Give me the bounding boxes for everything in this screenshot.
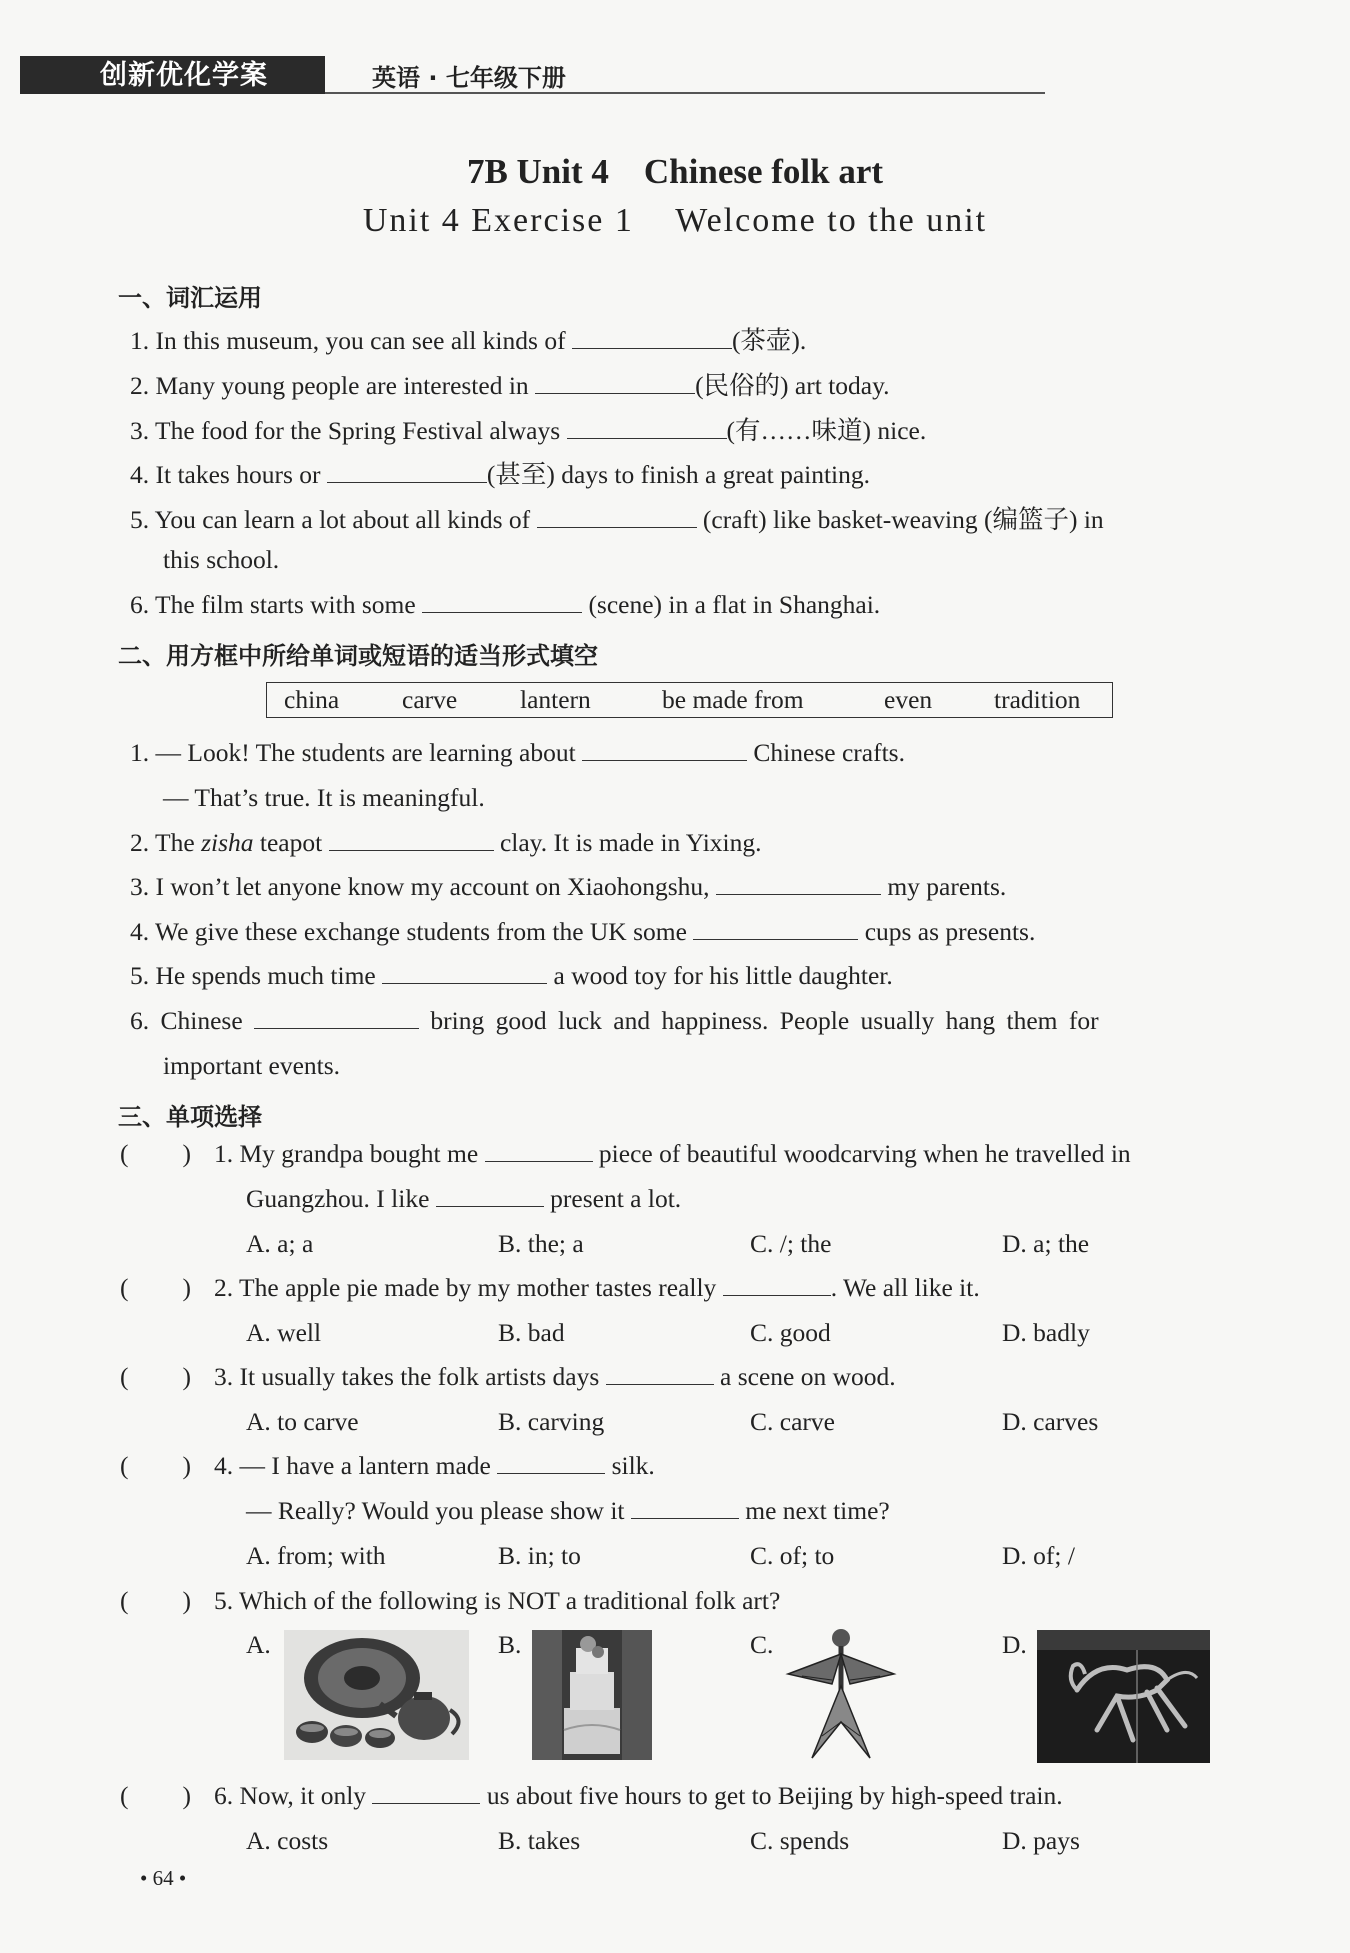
s1-blank-5[interactable]	[537, 505, 697, 528]
s2-item-6: 6. Chinese bring good luck and happiness. People usually hang them for	[130, 1006, 1099, 1035]
kite-image[interactable]	[782, 1626, 900, 1761]
page-title: 7B Unit 4 Chinese folk art	[466, 152, 884, 191]
s3-q1-option-d[interactable]: D. a; the	[1002, 1229, 1090, 1258]
s1-blank-4[interactable]	[327, 460, 487, 483]
s3-q3: 3. It usually takes the folk artists days a scene on wood.	[214, 1362, 896, 1391]
teaset-image[interactable]	[284, 1630, 469, 1760]
s2-item-5: 5. He spends much time a wood toy for his little daughter.	[130, 961, 893, 990]
section1-heading: 一、词汇运用	[118, 284, 262, 312]
s3-q5-option-a[interactable]: A.	[246, 1630, 271, 1659]
s3-q6-blank[interactable]	[372, 1781, 480, 1804]
s3-q2-blank[interactable]	[723, 1273, 831, 1296]
page-subtitle: Unit 4 Exercise 1 Welcome to the unit	[362, 202, 988, 239]
s2-item-4: 4. We give these exchange students from the UK some cups as presents.	[130, 917, 1036, 946]
s3-q3-option-d[interactable]: D. carves	[1002, 1407, 1099, 1436]
s3-q6-option-a[interactable]: A. costs	[246, 1826, 329, 1855]
word-tradition: tradition	[994, 685, 1081, 714]
s2-blank-3[interactable]	[716, 872, 881, 895]
s3-q1-option-b[interactable]: B. the; a	[498, 1229, 584, 1258]
s2-blank-2[interactable]	[329, 828, 494, 851]
s3-q4-option-c[interactable]: C. of; to	[750, 1541, 835, 1570]
answer-bracket-4[interactable]: ( )	[120, 1451, 191, 1480]
word-be-made-from: be made from	[662, 685, 804, 714]
s3-q4-option-a[interactable]: A. from; with	[246, 1541, 386, 1570]
s3-q1-option-c[interactable]: C. /; the	[750, 1229, 832, 1258]
s2-item-1-cont: — That’s true. It is meaningful.	[163, 783, 485, 812]
s1-item-5-cont: this school.	[163, 545, 280, 574]
s3-q5-option-d[interactable]: D.	[1002, 1630, 1027, 1659]
s3-q6-option-d[interactable]: D. pays	[1002, 1826, 1080, 1855]
answer-bracket-6[interactable]: ( )	[120, 1781, 191, 1810]
s2-item-6-cont: important events.	[163, 1051, 341, 1080]
answer-bracket-5[interactable]: ( )	[120, 1586, 191, 1615]
answer-bracket-3[interactable]: ( )	[120, 1362, 191, 1391]
s3-q5: 5. Which of the following is NOT a traditional folk art?	[214, 1586, 781, 1615]
s2-item-1: 1. — Look! The students are learning about Chinese crafts.	[130, 738, 905, 767]
s2-item-3: 3. I won’t let anyone know my account on Xiaohongshu, my parents.	[130, 872, 1007, 901]
s2-blank-5[interactable]	[382, 961, 547, 984]
s3-q1-option-a[interactable]: A. a; a	[246, 1229, 314, 1258]
s1-blank-2[interactable]	[535, 371, 695, 394]
s3-q6: 6. Now, it only us about five hours to get to Beijing by high-speed train.	[214, 1781, 1063, 1810]
s3-q4-option-b[interactable]: B. in; to	[498, 1541, 581, 1570]
s3-q2-option-d[interactable]: D. badly	[1002, 1318, 1090, 1347]
s3-q2: 2. The apple pie made by my mother tastes really . We all like it.	[214, 1273, 980, 1302]
s2-item-2: 2. The zisha teapot clay. It is made in Yixing.	[130, 828, 762, 857]
word-china: china	[284, 685, 340, 714]
s3-q4-blank-a[interactable]	[497, 1451, 605, 1474]
header-rule	[325, 92, 1045, 94]
s3-q4-line2: — Really? Would you please show it me next time?	[246, 1496, 890, 1525]
word-even: even	[884, 685, 933, 714]
s3-q4-option-d[interactable]: D. of; /	[1002, 1541, 1075, 1570]
s1-blank-3[interactable]	[567, 416, 727, 439]
s1-item-6: 6. The film starts with some (scene) in a flat in Shanghai.	[130, 590, 881, 619]
s3-q1-blank-b[interactable]	[436, 1184, 544, 1207]
s3-q5-option-b[interactable]: B.	[498, 1630, 522, 1659]
page-number: • 64 •	[140, 1866, 187, 1890]
s1-blank-1[interactable]	[572, 326, 732, 349]
s3-q3-option-c[interactable]: C. carve	[750, 1407, 835, 1436]
s3-q2-option-a[interactable]: A. well	[246, 1318, 322, 1347]
s3-q2-option-c[interactable]: C. good	[750, 1318, 831, 1347]
s1-blank-6[interactable]	[422, 590, 582, 613]
s3-q5-option-c[interactable]: C.	[750, 1630, 774, 1659]
header-brand: 创新优化学案	[100, 60, 268, 91]
header-subject: 英语 · 七年级下册	[372, 64, 566, 92]
s1-item-5: 5. You can learn a lot about all kinds of (craft) like basket-weaving (编篮子) in	[130, 505, 1104, 534]
s3-q6-option-b[interactable]: B. takes	[498, 1826, 581, 1855]
cake-image[interactable]	[532, 1630, 652, 1760]
s3-q3-option-b[interactable]: B. carving	[498, 1407, 605, 1436]
s1-item-2: 2. Many young people are interested in (民俗的) art today.	[130, 371, 890, 400]
section2-heading: 二、用方框中所给单词或短语的适当形式填空	[118, 642, 598, 670]
s3-q6-option-c[interactable]: C. spends	[750, 1826, 850, 1855]
s2-blank-4[interactable]	[693, 917, 858, 940]
word-carve: carve	[402, 685, 458, 714]
s3-q3-blank[interactable]	[606, 1362, 714, 1385]
shadow-puppet-image[interactable]	[1037, 1630, 1210, 1763]
section3-heading: 三、单项选择	[118, 1103, 262, 1131]
answer-bracket-1[interactable]: ( )	[120, 1139, 191, 1168]
s3-q1-line2: Guangzhou. I like present a lot.	[246, 1184, 682, 1213]
s1-item-3: 3. The food for the Spring Festival always (有……味道) nice.	[130, 416, 927, 445]
s1-item-4: 4. It takes hours or (甚至) days to finish a great painting.	[130, 460, 871, 489]
s3-q4: 4. — I have a lantern made silk.	[214, 1451, 655, 1480]
s3-q2-option-b[interactable]: B. bad	[498, 1318, 565, 1347]
s1-item-1: 1. In this museum, you can see all kinds of (茶壶).	[130, 326, 807, 355]
s2-blank-6[interactable]	[254, 1006, 419, 1029]
s3-q1-blank-a[interactable]	[485, 1139, 593, 1162]
answer-bracket-2[interactable]: ( )	[120, 1273, 191, 1302]
s2-blank-1[interactable]	[582, 738, 747, 761]
s3-q3-option-a[interactable]: A. to carve	[246, 1407, 359, 1436]
word-lantern: lantern	[520, 685, 591, 714]
s3-q1: 1. My grandpa bought me piece of beautiful woodcarving when he travelled in	[214, 1139, 1131, 1168]
s3-q4-blank-b[interactable]	[631, 1496, 739, 1519]
